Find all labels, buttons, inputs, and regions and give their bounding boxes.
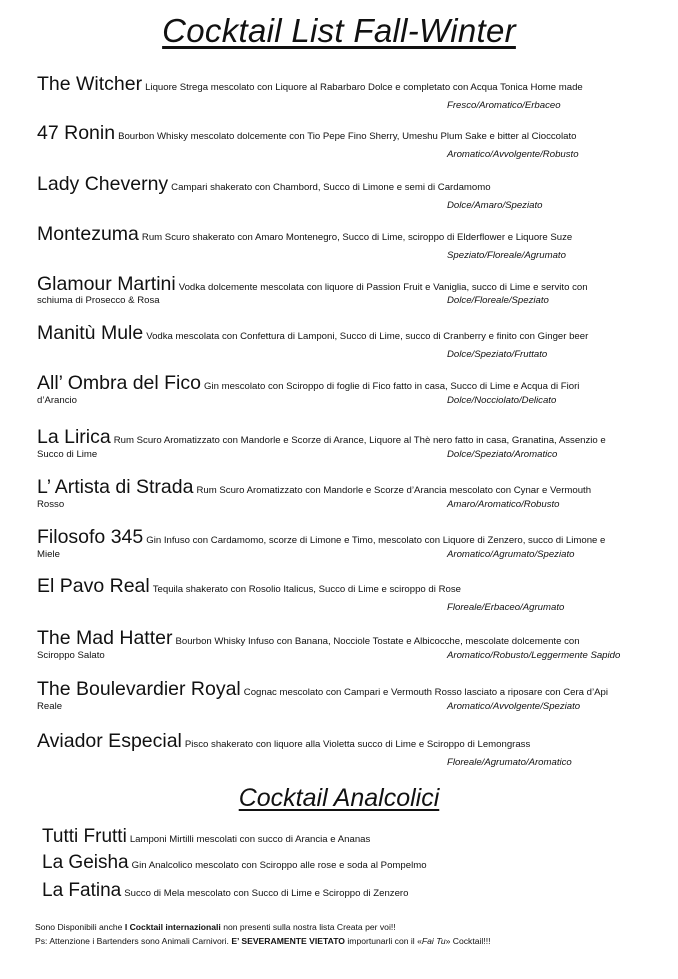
cocktail-item: [37, 425, 657, 460]
footer-text: Ps: Attenzione i Bartenders sono Animali Carnivori.: [35, 936, 232, 946]
footer-emphasis: I Cocktail internazionali: [124, 922, 221, 932]
cocktail-item: [37, 574, 657, 613]
cocktail-notes: Floreale/Erbaceo/Agrumato: [447, 602, 565, 613]
cocktail-description: Gin Infuso con Cardamomo, scorze di Limone e Timo, mescolato con Liquore di Zenzero, succo di Limone e: [146, 535, 606, 546]
cocktail-description: Succo di Mela mescolato con Succo di Lime e Sciroppo di Zenzero: [124, 888, 409, 899]
cocktail-description-cont: d’Arancio: [37, 395, 77, 406]
footer-text: » Cocktail!!!: [445, 936, 491, 946]
cocktail-item: [37, 525, 657, 560]
cocktail-item: [37, 121, 657, 160]
cocktail-item: [37, 729, 657, 768]
footer-text: Sono Disponibili anche: [35, 922, 125, 932]
cocktail-name: All’ Ombra del Fico: [37, 372, 201, 394]
cocktail-item: [37, 677, 657, 712]
cocktail-name: El Pavo Real: [37, 575, 150, 597]
cocktail-description-cont: Reale: [37, 701, 63, 712]
cocktail-name: Aviador Especial: [37, 730, 182, 752]
cocktail-name: Filosofo 345: [37, 526, 144, 548]
footer-note: [35, 922, 396, 932]
cocktail-item: [37, 172, 657, 211]
cocktail-notes: Aromatico/Robusto/Leggermente Sapido: [447, 650, 621, 661]
cocktail-description: Gin Analcolico mescolato con Sciroppo alle rose e soda al Pompelmo: [131, 860, 427, 871]
page-title: Cocktail List Fall-Winter: [162, 12, 516, 49]
cocktail-description: Bourbon Whisky Infuso con Banana, Nocciole Tostate e Albicocche, mescolate dolcemente con: [175, 636, 580, 647]
cocktail-name: Manitù Mule: [37, 322, 144, 344]
cocktail-item: [37, 72, 657, 111]
cocktail-notes: Amaro/Aromatico/Robusto: [447, 499, 560, 510]
cocktail-description-cont: schiuma di Prosecco & Rosa: [37, 295, 160, 306]
cocktail-notes: Aromatico/Avvolgente/Robusto: [447, 149, 579, 160]
cocktail-description: Rum Scuro shakerato con Amaro Montenegro, Succo di Lime, sciroppo di Elderflower e Liquore Suze: [141, 232, 573, 243]
non-alcoholic-item: [42, 851, 427, 878]
cocktail-name: La Geisha: [42, 852, 129, 873]
footer-text: non presenti sulla nostra lista Creata per voi!!: [220, 922, 396, 932]
cocktail-description: Bourbon Whisky mescolato dolcemente con Tio Pepe Fino Sherry, Umeshu Plum Sake e bitter al Cioccolato: [118, 131, 577, 142]
non-alcoholic-item: [42, 879, 408, 906]
cocktail-description: Lamponi Mirtilli mescolati con succo di Arancia e Ananas: [129, 834, 371, 845]
cocktail-notes: Floreale/Agrumato/Aromatico: [447, 757, 572, 768]
cocktail-name: Montezuma: [37, 223, 139, 245]
cocktail-name: Tutti Frutti: [42, 826, 127, 847]
cocktail-description: Liquore Strega mescolato con Liquore al Rabarbaro Dolce e completato con Acqua Tonica Home made: [145, 82, 583, 93]
cocktail-item: [37, 321, 657, 360]
non-alcoholic-item: [42, 825, 370, 852]
footer-warning: [35, 936, 491, 946]
cocktail-name: The Boulevardier Royal: [37, 678, 241, 700]
cocktail-item: [37, 272, 657, 306]
cocktail-notes: Dolce/Amaro/Speziato: [447, 200, 543, 211]
cocktail-notes: Fresco/Aromatico/Erbaceo: [447, 100, 561, 111]
cocktail-description: Rum Scuro Aromatizzato con Mandorle e Scorze di Arance, Liquore al Thè nero fatto in casa, Granatina, Assenzio e: [113, 435, 606, 446]
cocktail-description: Gin mescolato con Sciroppo di foglie di Fico fatto in casa, Succo di Lime e Acqua di Fiori: [204, 381, 580, 392]
cocktail-description: Cognac mescolato con Campari e Vermouth Rosso lasciato a riposare con Cera d’Api: [243, 687, 608, 698]
cocktail-item: [37, 222, 657, 261]
cocktail-description: Pisco shakerato con liquore alla Violetta succo di Lime e Sciroppo di Lemongrass: [184, 739, 531, 750]
cocktail-name: Lady Cheverny: [37, 173, 169, 195]
cocktail-name: 47 Ronin: [37, 122, 116, 144]
cocktail-notes: Aromatico/Avvolgente/Speziato: [447, 701, 581, 712]
cocktail-notes: Dolce/Floreale/Speziato: [447, 295, 549, 306]
cocktail-item: [37, 371, 657, 406]
footer-text: importunarli con il «: [344, 936, 422, 946]
section-title: Cocktail Analcolici: [238, 784, 440, 812]
cocktail-name: La Lirica: [37, 426, 111, 448]
cocktail-item: [37, 626, 657, 661]
cocktail-name: The Witcher: [37, 73, 143, 95]
cocktail-notes: Speziato/Floreale/Agrumato: [447, 250, 566, 261]
cocktail-notes: Aromatico/Agrumato/Speziato: [447, 549, 575, 560]
cocktail-description-cont: Succo di Lime: [37, 449, 98, 460]
cocktail-description: Campari shakerato con Chambord, Succo di Limone e semi di Cardamomo: [171, 182, 491, 193]
cocktail-name: Glamour Martini: [37, 273, 176, 295]
cocktail-notes: Dolce/Speziato/Fruttato: [447, 349, 548, 360]
cocktail-name: L’ Artista di Strada: [37, 476, 194, 498]
cocktail-description: Rum Scuro Aromatizzato con Mandorle e Scorze d’Arancia mescolato con Cynar e Vermouth: [196, 485, 592, 496]
cocktail-description-cont: Sciroppo Salato: [37, 650, 105, 661]
cocktail-description: Vodka mescolata con Confettura di Lamponi, Succo di Lime, succo di Cranberry e finito con Ginger beer: [146, 331, 589, 342]
footer-italic: Fai Tu: [421, 936, 446, 946]
cocktail-description: Vodka dolcemente mescolata con liquore di Passion Fruit e Vaniglia, succo di Lime e servito con: [178, 282, 588, 293]
cocktail-name: The Mad Hatter: [37, 627, 173, 649]
cocktail-notes: Dolce/Speziato/Aromatico: [447, 449, 558, 460]
cocktail-name: La Fatina: [42, 880, 122, 901]
footer-emphasis: E’ SEVERAMENTE VIETATO: [231, 936, 345, 946]
cocktail-item: [37, 475, 657, 510]
cocktail-description-cont: Rosso: [37, 499, 65, 510]
cocktail-description-cont: Miele: [37, 549, 60, 560]
cocktail-notes: Dolce/Nocciolato/Delicato: [447, 395, 557, 406]
cocktail-description: Tequila shakerato con Rosolio Italicus, Succo di Lime e sciroppo di Rose: [152, 584, 461, 595]
